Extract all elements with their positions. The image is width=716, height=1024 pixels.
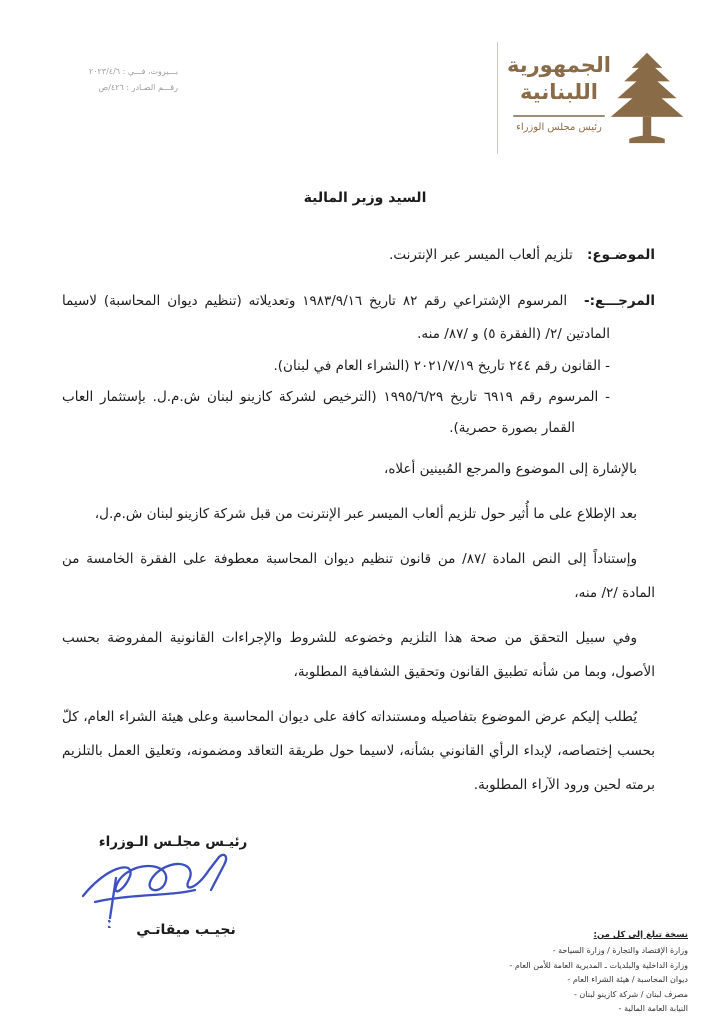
subject-text: تلزيم ألعاب الميسر عبر الإنترنت.: [389, 247, 573, 263]
office-title: رئيس مجلس الوزراء: [516, 122, 602, 133]
signatory-name: نجيـب ميقاتـي: [136, 922, 236, 938]
cedar-tree-icon: [609, 48, 685, 152]
date-line: [60, 64, 178, 80]
subject-reference-block: [62, 243, 655, 444]
subject-line: [62, 243, 655, 267]
cc-item: - مصرف لبنان / شركة كازينو لبنان: [573, 989, 688, 999]
date-value: ٢٠٢٣/٤/٦: [88, 67, 121, 76]
republic-line2: اللبنانية: [520, 80, 598, 104]
reference-bullet: - المرسوم رقم ٦٩١٩ تاريخ ١٩٩٥/٦/٢٩ (الترخيص لشركة كازينو لبنان ش.م.ل. بإستثمار العاب القمار بصورة حصرية).: [62, 389, 610, 436]
reference-text: المرسوم الإشتراعي رقم ٨٢ تاريخ ١٩٨٣/٩/١٦ وتعديلاته (تنظيم ديوان المحاسبة) لاسيما المادتين /٢/ (الفقرة ٥) و /٨٧/ منه.: [62, 293, 610, 342]
reference-paragraph: [62, 285, 655, 351]
republic-calligraphy: [503, 52, 615, 133]
signatory-title: رئيـس مجلـس الـوزراء: [98, 834, 248, 850]
crest-rule: [513, 115, 605, 117]
body-paragraph: وفي سبيل التحقق من صحة هذا التلزيم وخضوعه للشروط والإجراءات القانونية المفروضة بحسب الأصول، وبما من شأنه تطبيق القانون وتحقيق الشفافية المطلوبة،: [62, 630, 655, 680]
cc-item: - وزارة الداخلية والبلديات ـ المديرية العامة للأمن العام: [509, 960, 688, 970]
subject-label: الموضـوع:: [587, 247, 655, 263]
body-paragraph: يُطلب إليكم عرض الموضوع بتفاصيله ومستنداته كافة على ديوان المحاسبة وعلى هيئة الشراء العام، كلّ بحسب إختصاصه، لإبداء الرأي القانوني بشأنه، لاسيما حول طريقة التعاقد ومضمونه، وتعليق العمل بالتلزيم برمته لحين ورود الآراء المطلوبة.: [62, 709, 655, 793]
serial-value: ٤٢٦/ص: [98, 83, 124, 92]
republic-line1: الجمهورية: [506, 53, 612, 77]
body-paragraph: بعد الإطلاع على ما أُثير حول تلزيم ألعاب الميسر عبر الإنترنت من قبل شركة كازينو لبنان ش.م.ل،: [94, 506, 637, 522]
letter-body: [62, 452, 655, 813]
cc-item: - وزارة الإقتصاد والتجارة / وزارة السياحة: [552, 946, 688, 955]
cc-item: - ديوان المحاسبة / هيئة الشراء العام: [567, 975, 688, 984]
cc-header: نسخة تبلغ إلى كل من:: [593, 930, 688, 940]
handwritten-signature: [69, 850, 277, 928]
body-paragraph: وإستناداً إلى النص المادة /٨٧/ من قانون تنظيم ديوان المحاسبة معطوفة على الفقرة الخامسة من المادة /٢/ منه،: [62, 551, 655, 601]
letter-meta-block: [60, 64, 178, 96]
signature-stroke: [83, 855, 226, 928]
cc-item: - النيابة العامة المالية: [618, 1004, 688, 1013]
reference-label: المرجـــع:-: [584, 293, 655, 309]
recipient-heading: السيد وزير المالية: [303, 190, 427, 206]
cedar-shape: [611, 53, 684, 143]
signature-block: [68, 834, 278, 938]
date-label: بـــيروت، فـــي :: [122, 67, 178, 76]
letterhead: [497, 38, 689, 158]
cc-list: [509, 930, 688, 1017]
serial-label: رقـــم الصـادر :: [126, 83, 178, 92]
body-paragraph: بالإشارة إلى الموضوع والمرجع المُبينين أعلاه،: [384, 461, 637, 477]
reference-bullet: - القانون رقم ٢٤٤ تاريخ ٢٠٢١/٧/١٩ (الشراء العام في لبنان).: [273, 358, 610, 374]
letterhead-divider: [497, 42, 498, 154]
serial-line: [60, 80, 178, 96]
